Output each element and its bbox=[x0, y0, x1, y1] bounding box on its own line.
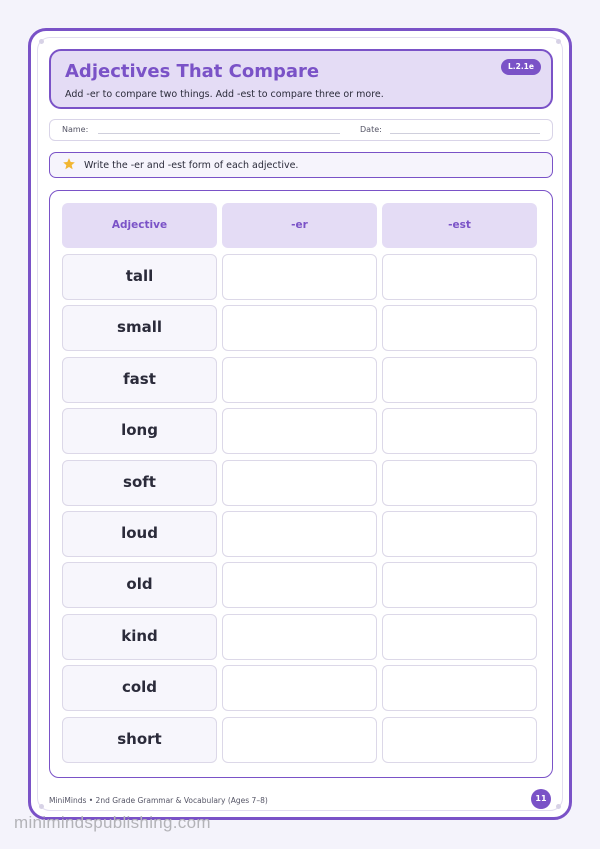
est-answer-cell[interactable] bbox=[382, 357, 537, 403]
column-header: -er bbox=[222, 203, 377, 248]
est-answer-cell[interactable] bbox=[382, 305, 537, 351]
column-header: Adjective bbox=[62, 203, 217, 248]
est-answer-cell[interactable] bbox=[382, 408, 537, 454]
adjective-cell: fast bbox=[62, 357, 217, 403]
corner-dot bbox=[39, 39, 44, 44]
page-subtitle: Add -er to compare two things. Add -est to compare three or more. bbox=[65, 89, 384, 100]
er-answer-cell[interactable] bbox=[222, 614, 377, 660]
page-title: Adjectives That Compare bbox=[65, 61, 320, 82]
name-date-bar bbox=[49, 119, 553, 141]
answer-table bbox=[49, 190, 553, 778]
watermark: minimindspublishing.com bbox=[14, 813, 211, 832]
er-answer-cell[interactable] bbox=[222, 357, 377, 403]
est-answer-cell[interactable] bbox=[382, 614, 537, 660]
title-header bbox=[49, 49, 553, 109]
er-answer-cell[interactable] bbox=[222, 562, 377, 608]
date-label: Date: bbox=[360, 125, 382, 134]
corner-dot bbox=[39, 804, 44, 809]
est-answer-cell[interactable] bbox=[382, 254, 537, 300]
adjective-cell: short bbox=[62, 717, 217, 763]
adjective-cell: cold bbox=[62, 665, 217, 711]
name-field[interactable] bbox=[98, 133, 340, 134]
er-answer-cell[interactable] bbox=[222, 408, 377, 454]
corner-dot bbox=[556, 39, 561, 44]
er-answer-cell[interactable] bbox=[222, 254, 377, 300]
adjective-cell: tall bbox=[62, 254, 217, 300]
adjective-cell: small bbox=[62, 305, 217, 351]
standard-badge: L.2.1e bbox=[501, 59, 541, 75]
adjective-cell: old bbox=[62, 562, 217, 608]
est-answer-cell[interactable] bbox=[382, 717, 537, 763]
page-number: 11 bbox=[531, 789, 551, 809]
er-answer-cell[interactable] bbox=[222, 717, 377, 763]
adjective-cell: loud bbox=[62, 511, 217, 557]
adjective-cell: long bbox=[62, 408, 217, 454]
adjective-cell: soft bbox=[62, 460, 217, 506]
instruction-text: Write the -er and -est form of each adjective. bbox=[84, 160, 299, 171]
est-answer-cell[interactable] bbox=[382, 665, 537, 711]
footer-text: MiniMinds • 2nd Grade Grammar & Vocabulary (Ages 7–8) bbox=[49, 796, 268, 805]
er-answer-cell[interactable] bbox=[222, 460, 377, 506]
er-answer-cell[interactable] bbox=[222, 511, 377, 557]
instruction-box bbox=[49, 152, 553, 178]
est-answer-cell[interactable] bbox=[382, 460, 537, 506]
adjective-cell: kind bbox=[62, 614, 217, 660]
er-answer-cell[interactable] bbox=[222, 305, 377, 351]
date-field[interactable] bbox=[390, 133, 540, 134]
est-answer-cell[interactable] bbox=[382, 562, 537, 608]
name-label: Name: bbox=[62, 125, 89, 134]
column-header: -est bbox=[382, 203, 537, 248]
star-icon bbox=[62, 157, 76, 171]
er-answer-cell[interactable] bbox=[222, 665, 377, 711]
est-answer-cell[interactable] bbox=[382, 511, 537, 557]
worksheet-page bbox=[28, 28, 572, 820]
corner-dot bbox=[556, 804, 561, 809]
